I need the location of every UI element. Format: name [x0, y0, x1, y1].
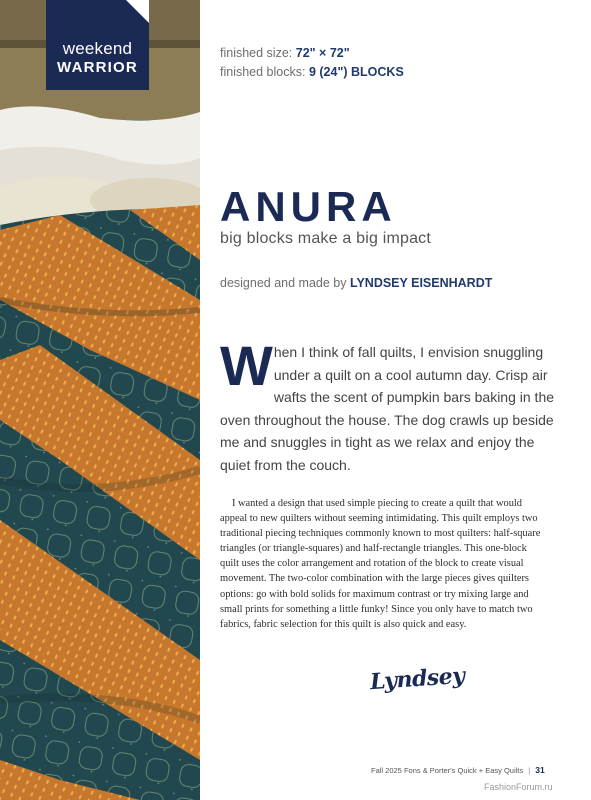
- drop-cap: W: [220, 334, 271, 397]
- finished-blocks-label: finished blocks:: [220, 65, 306, 79]
- quilt-specs: [220, 44, 404, 82]
- badge-line-1: weekend: [62, 39, 133, 58]
- badge-line-2: WARRIOR: [57, 59, 138, 76]
- page-footer: [371, 765, 545, 775]
- designer-credit: [220, 276, 492, 290]
- badge-folded-corner: [126, 0, 149, 23]
- footer-issue: Fall 2025: [371, 766, 402, 775]
- footer-publication: Fons & Porter's Quick + Easy Quilts: [403, 766, 524, 775]
- finished-blocks-value: 9 (24") BLOCKS: [308, 65, 404, 79]
- quilt-photo: [0, 0, 200, 800]
- body-paragraph: I wanted a design that used simple piecing to create a quilt that would appeal to new quilters without seeming intimidating. This quilt employs two traditional piecing techniques commonly known to most quilters: half-square triangles (or triangle-squares) and half-rectangle triangles. This one-block quilt uses the color arrangement and rotation of the block to create visual movement. The two-color combination with the large pieces gives quilters options: go with bold solids for maximum contrast or try mixing large and small prints for something a little funky! Since you only have to match two fabrics, fabric selection for this quilt is also quick and easy.: [220, 498, 541, 630]
- finished-blocks: [220, 63, 404, 82]
- designer-signature: Lyndsey: [369, 662, 466, 696]
- page-number: 31: [535, 765, 545, 775]
- finished-size-value: 72" × 72": [295, 46, 350, 60]
- designer-label: designed and made by: [220, 276, 347, 290]
- footer-separator: |: [528, 766, 531, 775]
- finished-size: [220, 44, 404, 63]
- pattern-subtitle: big blocks make a big impact: [220, 230, 432, 247]
- finished-size-label: finished size:: [220, 46, 293, 60]
- site-watermark: FashionForum.ru: [484, 782, 553, 792]
- quilt-photo-illustration: [0, 0, 200, 800]
- pattern-title: ANURA: [220, 183, 397, 230]
- intro-paragraph: [220, 334, 560, 476]
- intro-text: hen I think of fall quilts, I envision snuggling under a quilt on a cool autumn day. Crisp air wafts the scent of pumpkin bars baking in the oven throughout the house. The dog crawls up beside me and snuggles in tight as we relax and enjoy the quiet from the couch.: [220, 344, 555, 473]
- designer-name: LYNDSEY EISENHARDT: [349, 276, 493, 290]
